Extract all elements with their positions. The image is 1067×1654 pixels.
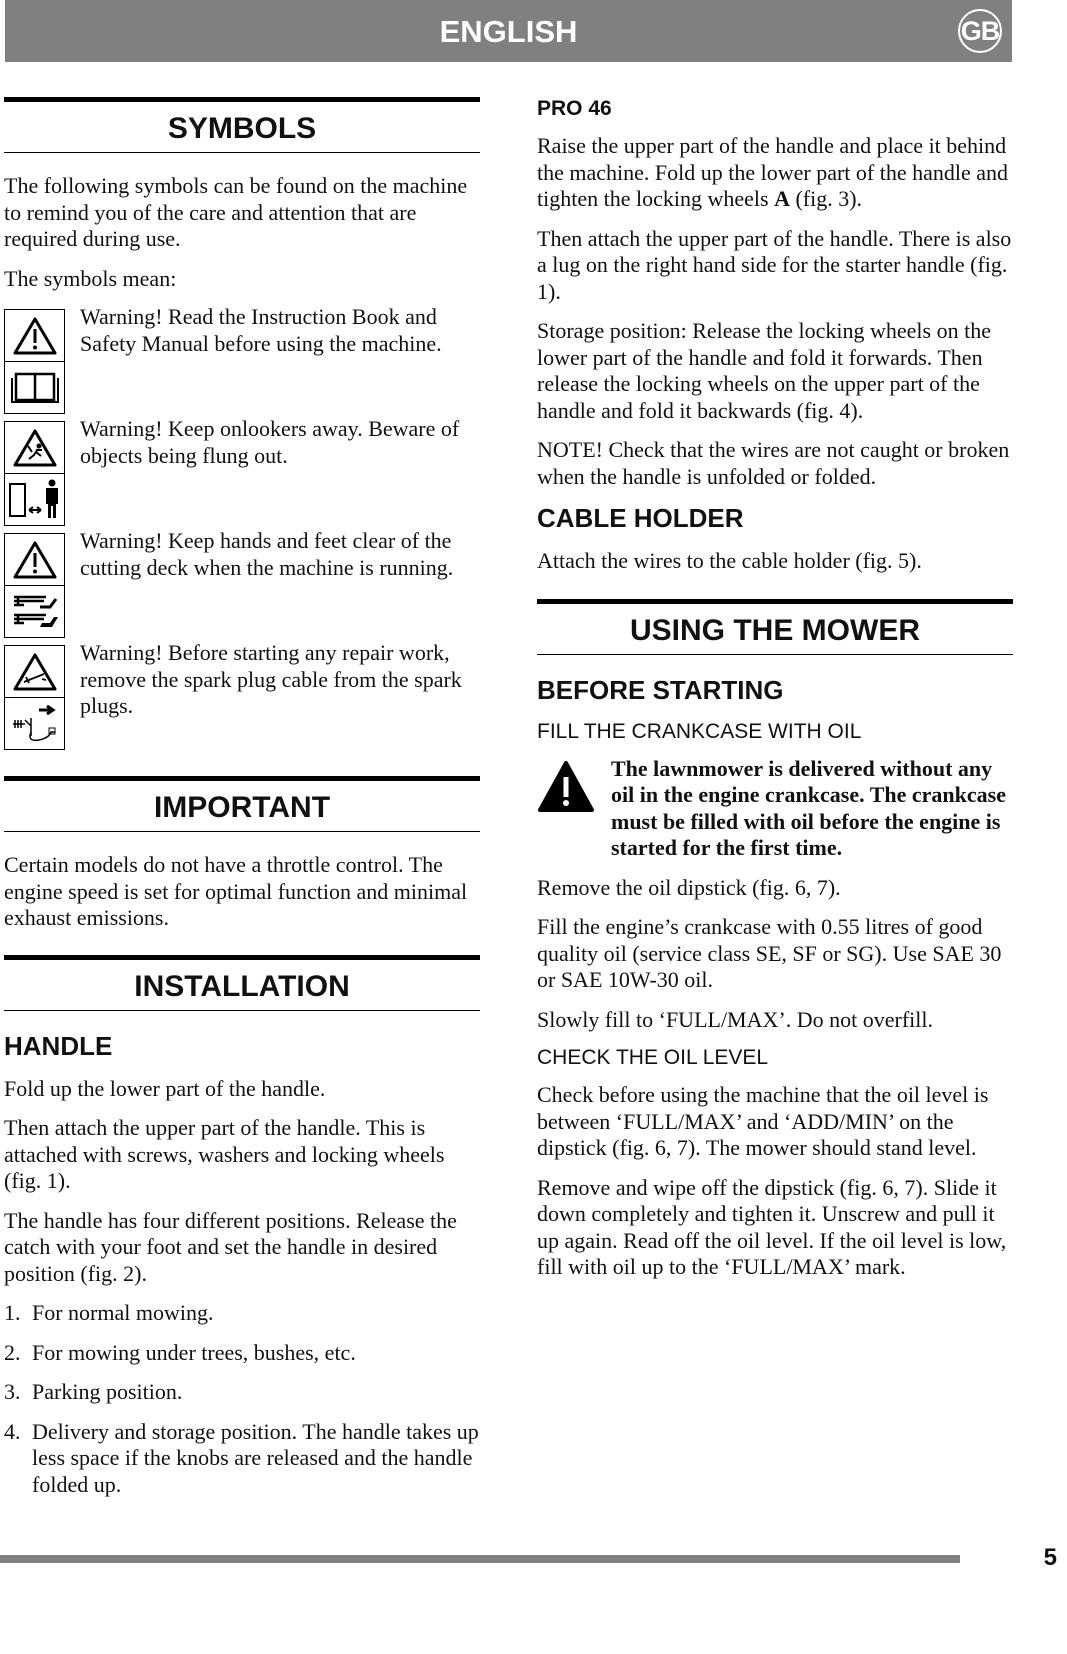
tool-warning-icon [4,645,65,698]
keep-distance-icon [4,473,65,526]
page-number: 5 [1043,1544,1057,1571]
left-column [4,97,480,1511]
oil-paragraph: Check before using the machine that the oil level is between ‘FULL/MAX’ and ‘ADD/MIN’ on the dipstick (fig. 6, 7). The mower should stand level. [537,1082,989,1160]
section-symbols-heading: SYMBOLS [4,97,480,153]
list-number: 1. [4,1300,21,1325]
right-column [537,97,1013,1294]
list-text: For normal mowing. [32,1300,214,1325]
pro46-heading: PRO 46 [537,97,612,120]
spark-plug-icon [4,697,65,750]
symbol-row [4,528,480,646]
warning-icon [537,756,611,862]
oil-paragraph: Fill the engine’s crankcase with 0.55 litres of good quality oil (service class SE, SF or SG). Use SAE 30 or SAE 10W-30 oil. [537,914,1002,992]
pro46-note: NOTE! Check that the wires are not caught or broken when the handle is unfolded or folded. [537,437,1010,489]
oil-paragraph: Remove and wipe off the dipstick (fig. 6, 7). Slide it down completely and tighten it. Unscrew and pull it up again. Read off the oil level. If the oil level is low, fill with oil up to the ‘FULL/MAX’ mark. [537,1174,1007,1279]
fill-crankcase-heading: FILL THE CRANKCASE WITH OIL [537,719,862,743]
list-item [4,1379,480,1406]
instruction-book-icon [4,361,65,414]
symbol-description: Warning! Before starting any repair work, remove the spark plug cable from the spark plugs. [80,640,462,718]
symbol-row [4,416,480,534]
symbols-mean: The symbols mean: [4,265,177,291]
locking-wheel-label: A [774,186,790,211]
section-using-mower-heading: USING THE MOWER [537,599,1013,655]
text: Raise the upper part of the handle and place it behind the machine. Fold up the lower part of the handle and tighten the locking wheels [537,133,1009,211]
handle-heading: HANDLE [4,1030,113,1061]
list-text: For mowing under trees, bushes, etc. [32,1339,356,1365]
list-text: Delivery and storage position. The handle takes up less space if the knobs are released and the handle folded up. [32,1418,479,1497]
important-text: Certain models do not have a throttle control. The engine speed is set for optimal function and minimal exhaust emissions. [4,852,468,930]
warning-triangle-icon [4,309,65,362]
cable-holder-heading: CABLE HOLDER [537,503,744,533]
thrown-objects-warning-icon [4,421,65,474]
before-starting-heading: BEFORE STARTING [537,674,784,705]
symbol-description: Warning! Read the Instruction Book and Safety Manual before using the machine. [80,304,442,356]
handle-paragraph: Then attach the upper part of the handle. This is attached with screws, washers and locking wheels (fig. 1). [4,1115,445,1193]
list-number: 3. [4,1379,21,1404]
handle-paragraph: Fold up the lower part of the handle. [4,1075,326,1101]
warning-text: The lawnmower is delivered without any oil in the engine crankcase. The crankcase must be filled with oil before the engine is started for the first time. [611,755,1006,860]
list-item [4,1419,480,1499]
oil-warning [537,756,1013,862]
handle-paragraph: The handle has four different positions. Release the catch with your foot and set the handle in desired position (fig. 2). [4,1207,457,1286]
oil-paragraph: Slowly fill to ‘FULL/MAX’. Do not overfill. [537,1006,933,1032]
language-title: ENGLISH [439,14,578,49]
list-item [4,1340,480,1367]
symbol-description: Warning! Keep hands and feet clear of the cutting deck when the machine is running. [80,528,454,580]
symbols-intro: The following symbols can be found on the machine to remind you of the care and attention that are required during use. [4,173,468,251]
pro46-paragraph: Storage position: Release the locking wheels on the lower part of the handle and fold it forwards. Then release the locking wheels on the upper part of the handle and fold it backwards (fig. 4). [537,318,991,423]
symbol-row [4,640,480,758]
page-header [5,0,1012,62]
text: (fig. 3). [789,186,863,211]
list-number: 2. [4,1339,21,1365]
handle-positions-list [4,1300,480,1498]
list-item [4,1300,480,1327]
country-badge: GB [958,9,1002,53]
hand-foot-blade-icon [4,585,65,638]
list-number: 4. [4,1418,21,1444]
pro46-paragraph [537,133,1013,213]
section-important-heading: IMPORTANT [4,776,480,832]
warning-triangle-icon [4,533,65,586]
pro46-paragraph: Then attach the upper part of the handle. There is also a lug on the right hand side for the starter handle (fig. 1). [537,225,1012,304]
oil-paragraph: Remove the oil dipstick (fig. 6, 7). [537,874,841,900]
symbol-description: Warning! Keep onlookers away. Beware of objects being flung out. [80,416,460,468]
check-oil-heading: CHECK THE OIL LEVEL [537,1046,769,1069]
footer-bar [0,1555,960,1563]
cable-holder-text: Attach the wires to the cable holder (fig. 5). [537,548,922,573]
list-text: Parking position. [32,1379,183,1404]
section-installation-heading: INSTALLATION [4,955,480,1011]
symbol-row [4,304,480,422]
